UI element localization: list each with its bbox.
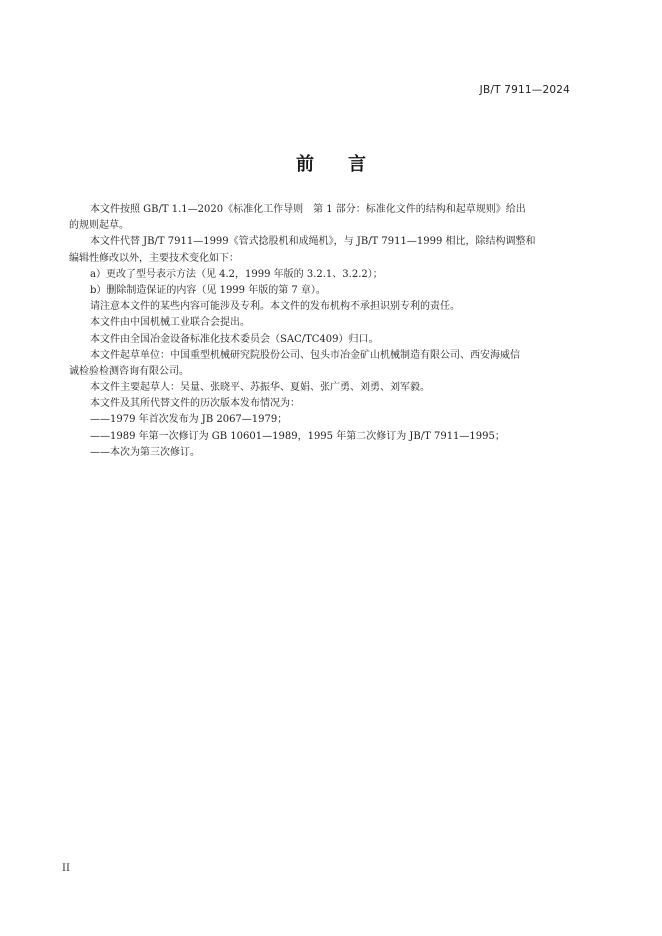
title-char-1: 前 <box>296 154 314 175</box>
list-item: a）更改了型号表示方法（见 4.2，1999 年版的 3.2.1、3.2.2）； <box>90 268 383 280</box>
history-item: ——1979 年首次发布为 JB 2067—1979； <box>90 414 288 426</box>
paragraph-line: 本文件按照 GB/T 1.1—2020《标准化工作导则 第 1 部分：标准化文件的结构和起草规则》给出 <box>90 204 526 215</box>
paragraph-line: 本文件主要起草人：吴量、张晓平、苏振华、夏娟、张广勇、刘勇、刘军毅。 <box>90 382 430 394</box>
section-title <box>0 150 662 176</box>
history-item: ——1989 年第一次修订为 GB 10601—1989，1995 年第二次修订为 JB/T 7911—1995； <box>90 430 505 442</box>
paragraph-line: 本文件代替 JB/T 7911—1999《管式捻股机和成绳机》，与 JB/T 7911—1999 相比，除结构调整和 <box>90 236 536 248</box>
list-item: b）删除制造保证的内容（见 1999 年版的第 7 章）。 <box>90 284 326 296</box>
paragraph-line: 本文件由中国机械工业联合会提出。 <box>90 317 250 329</box>
page-number: II <box>62 863 70 874</box>
paragraph-line: 的规则起草。 <box>69 220 129 232</box>
history-item: ——本次为第三次修订。 <box>90 446 200 458</box>
document-code: JB/T 7911—2024 <box>479 84 570 96</box>
paragraph-line: 请注意本文件的某些内容可能涉及专利。本文件的发布机构不承担识别专利的责任。 <box>90 301 460 313</box>
foreword-body <box>69 202 582 461</box>
paragraph-line: 诚检验检测咨询有限公司。 <box>69 365 189 377</box>
paragraph-line: 编辑性修改以外，主要技术变化如下： <box>69 252 239 264</box>
title-char-2: 言 <box>348 154 366 175</box>
paragraph-line: 本文件及其所代替文件的历次版本发布情况为： <box>90 398 300 410</box>
paragraph-line: 本文件起草单位：中国重型机械研究院股份公司、包头市冶金矿山机械制造有限公司、西安海威信 <box>90 349 520 361</box>
paragraph-line: 本文件由全国冶金设备标准化技术委员会（SAC/TC409）归口。 <box>90 333 379 345</box>
